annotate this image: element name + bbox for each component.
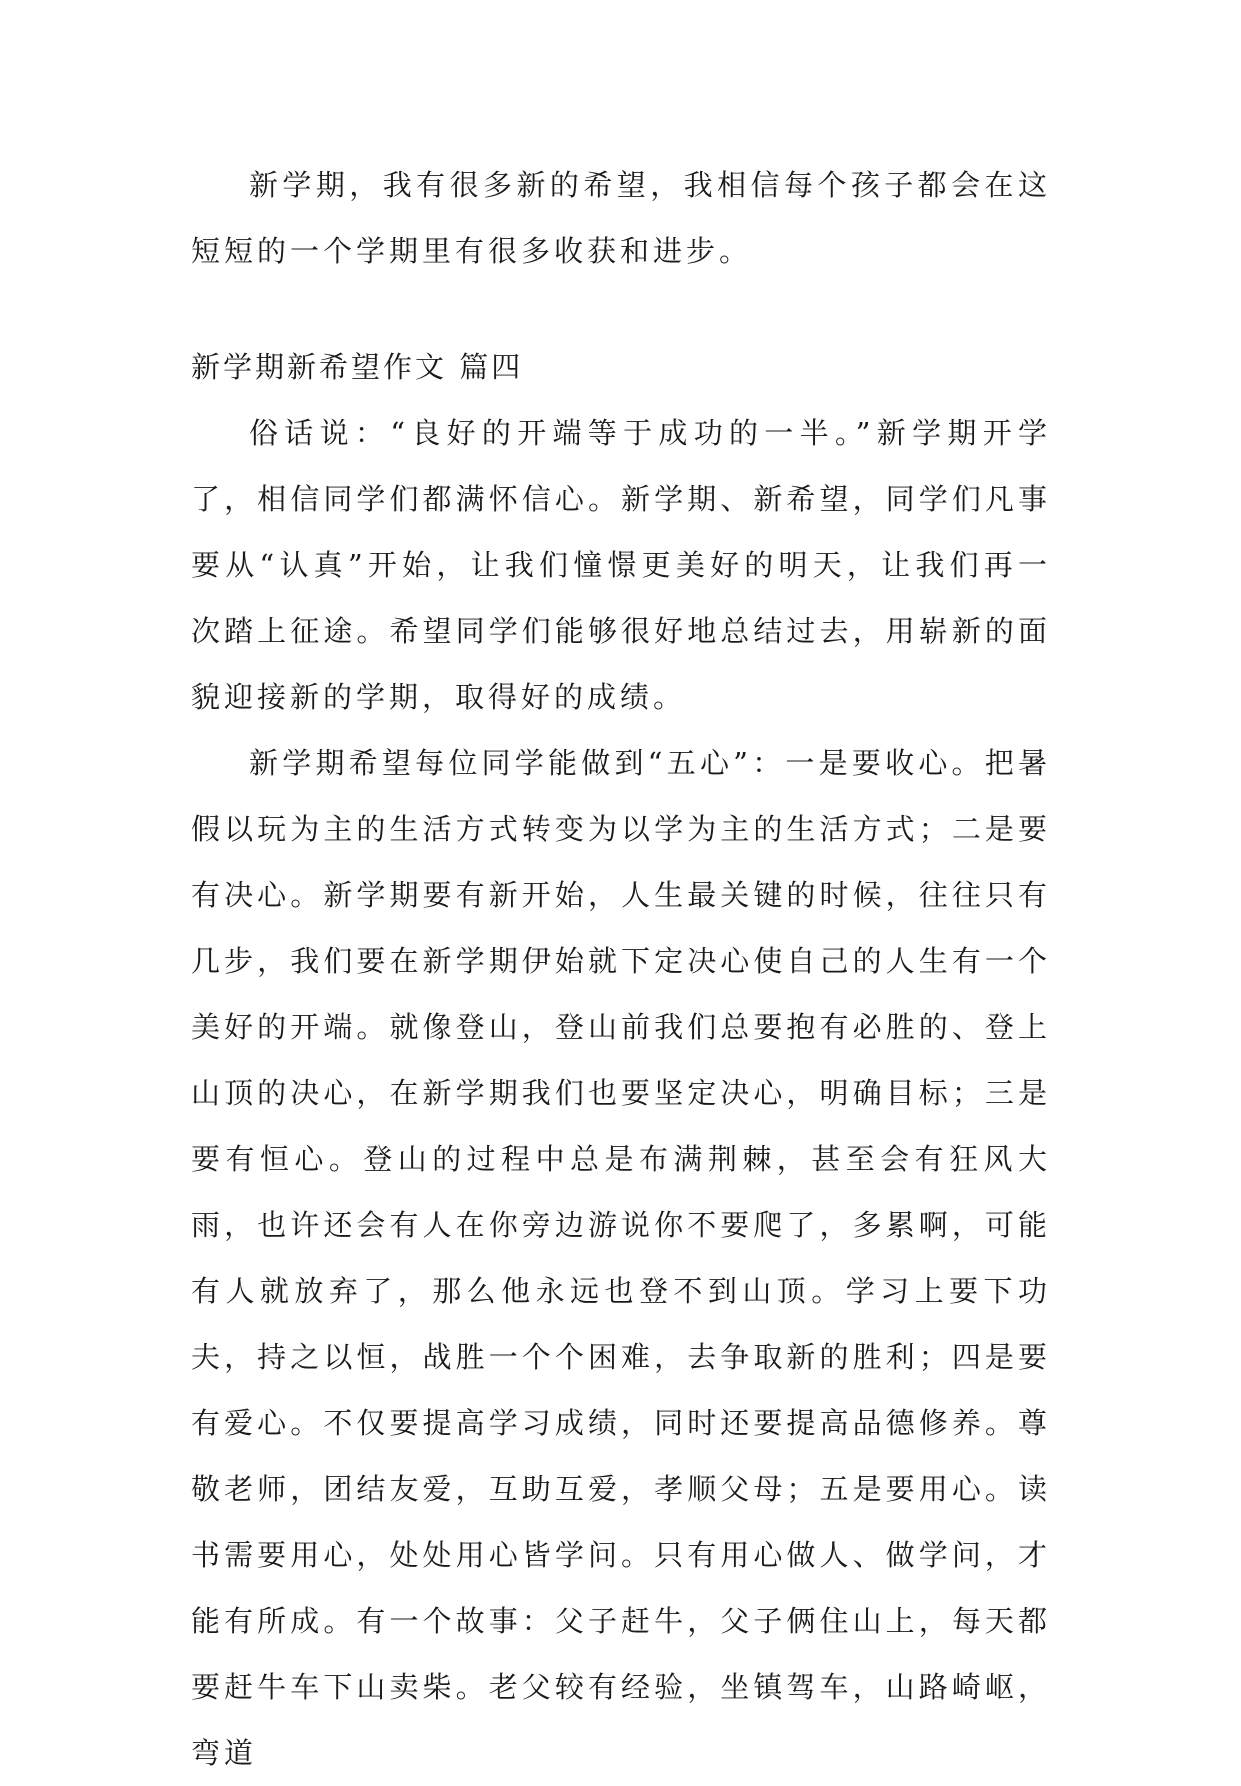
section-spacer [191,284,1051,334]
intro-paragraph: 新学期，我有很多新的希望，我相信每个孩子都会在这短短的一个学期里有很多收获和进步。 [191,168,1051,268]
section-heading: 新学期新希望作文 篇四 [191,350,524,384]
body-paragraph-1: 俗话说：“良好的开端等于成功的一半。”新学期开学了，相信同学们都满怀信心。新学期、新希望，同学们凡事要从“认真”开始，让我们憧憬更美好的明天，让我们再一次踏上征途。希望同学们能够很好地总结过去，用崭新的面貌迎接新的学期，取得好的成绩。 [191,416,1051,714]
document-body [191,152,1051,1786]
body-paragraph-2: 新学期希望每位同学能做到“五心”：一是要收心。把暑假以玩为主的生活方式转变为以学为主的生活方式；二是要有决心。新学期要有新开始，人生最关键的时候，往往只有几步，我们要在新学期伊始就下定决心使自己的人生有一个美好的开端。就像登山，登山前我们总要抱有必胜的、登上山顶的决心，在新学期我们也要坚定决心，明确目标；三是要有恒心。登山的过程中总是布满荆棘，甚至会有狂风大雨，也许还会有人在你旁边游说你不要爬了，多累啊，可能有人就放弃了，那么他永远也登不到山顶。学习上要下功夫，持之以恒，战胜一个个困难，去争取新的胜利；四是要有爱心。不仅要提高学习成绩，同时还要提高品德修养。尊敬老师，团结友爱，互助互爱，孝顺父母；五是要用心。读书需要用心，处处用心皆学问。只有用心做人、做学问，才能有所成。有一个故事：父子赶牛，父子俩住山上，每天都要赶牛车下山卖柴。老父较有经验，坐镇驾车，山路崎岖，弯道 [191,746,1051,1770]
